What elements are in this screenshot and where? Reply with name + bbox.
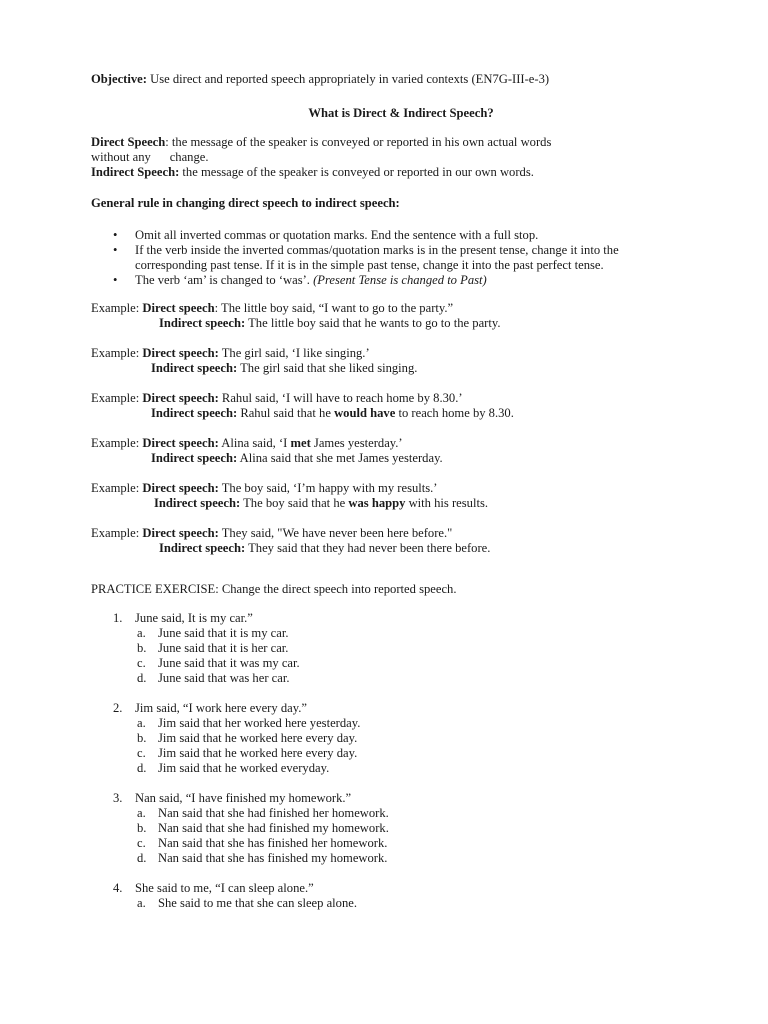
bullet-icon: • <box>113 243 118 257</box>
question-line <box>91 791 691 806</box>
indirect-speech-label: Indirect speech: <box>159 541 246 555</box>
option-text: She said to me that she can sleep alone. <box>158 896 357 910</box>
indirect-speech-label: Indirect Speech: <box>91 165 180 179</box>
indirect-speech-text: The boy said that he <box>240 496 349 510</box>
question-text: Jim said, “I work here every day.” <box>135 701 307 715</box>
rule-italic-text: (Present Tense is changed to Past) <box>313 273 487 287</box>
question-line <box>91 611 691 626</box>
rule-item <box>91 273 665 288</box>
option-letter: d. <box>137 851 147 865</box>
objective-line <box>91 72 691 87</box>
example-prefix: Example: <box>91 346 143 360</box>
option-letter: d. <box>137 671 147 685</box>
option-text: June said that it is her car. <box>158 641 289 655</box>
direct-speech-emphasis: met <box>290 436 311 450</box>
examples-section <box>91 301 691 556</box>
direct-speech-text-end: James yesterday.’ <box>310 436 403 450</box>
objective-text: Use direct and reported speech appropriately in varied contexts (EN7G-III-e-3) <box>146 72 550 86</box>
question-text: June said, It is my car.” <box>135 611 253 625</box>
example-indirect-line <box>91 316 691 331</box>
option-text: Jim said that he worked here every day. <box>158 731 358 745</box>
example-prefix: Example: <box>91 391 143 405</box>
option-text: Jim said that her worked here yesterday. <box>158 716 361 730</box>
example-direct-line <box>91 436 691 451</box>
indirect-speech-emphasis: would have <box>334 406 396 420</box>
direct-speech-label: Direct speech: <box>142 436 219 450</box>
example-prefix: Example: <box>91 526 143 540</box>
direct-speech-label: Direct speech: <box>142 481 219 495</box>
example-indirect-line <box>91 406 691 421</box>
example-block <box>91 481 691 511</box>
question-number: 3. <box>113 791 123 805</box>
direct-speech-text: The girl said, ‘I like singing.’ <box>218 346 370 360</box>
question-number: 4. <box>113 881 123 895</box>
answer-option <box>91 716 691 731</box>
option-text: Nan said that she has finished my homework. <box>158 851 388 865</box>
answer-option <box>91 626 691 641</box>
indirect-speech-label: Indirect speech: <box>151 451 238 465</box>
rule-heading: General rule in changing direct speech to indirect speech: <box>91 196 400 210</box>
direct-speech-label: Direct Speech <box>91 135 166 149</box>
example-indirect-line <box>91 496 691 511</box>
direct-speech-label: Direct speech: <box>142 391 219 405</box>
option-letter: c. <box>137 746 146 760</box>
answer-option <box>91 836 691 851</box>
indirect-speech-text: They said that they had never been there before. <box>245 541 491 555</box>
rules-list <box>91 228 691 288</box>
objective-label: Objective: <box>91 72 147 86</box>
indirect-speech-label: Indirect speech: <box>159 316 246 330</box>
indirect-speech-label: Indirect speech: <box>151 406 238 420</box>
option-text: Nan said that she had finished my homework. <box>158 821 389 835</box>
option-letter: d. <box>137 761 147 775</box>
example-direct-line <box>91 391 691 406</box>
example-prefix: Example: <box>91 436 143 450</box>
bullet-icon: • <box>113 273 118 287</box>
answer-option <box>91 806 691 821</box>
direct-speech-label: Direct speech: <box>142 346 219 360</box>
indirect-speech-emphasis: was happy <box>348 496 406 510</box>
indirect-speech-text: Rahul said that he <box>237 406 335 420</box>
rule-item <box>91 228 665 243</box>
question-number: 1. <box>113 611 123 625</box>
option-text: Nan said that she had finished her homework. <box>158 806 389 820</box>
direct-definition-line-1 <box>91 135 691 150</box>
direct-speech-text: The boy said, ‘I’m happy with my results.’ <box>218 481 438 495</box>
direct-speech-label: Direct speech: <box>142 526 219 540</box>
example-block <box>91 391 691 421</box>
indirect-speech-text: the message of the speaker is conveyed or reported in our own words. <box>179 165 534 179</box>
example-indirect-line <box>91 451 691 466</box>
indirect-speech-text-end: with his results. <box>405 496 488 510</box>
answer-option <box>91 731 691 746</box>
indirect-speech-text: Alina said that she met James yesterday. <box>237 451 443 465</box>
indirect-speech-label: Indirect speech: <box>151 361 238 375</box>
answer-option <box>91 851 691 866</box>
example-prefix: Example: <box>91 481 143 495</box>
rule-text: The verb ‘am’ is changed to ‘was’. <box>135 273 314 287</box>
example-direct-line <box>91 526 691 541</box>
option-text: Nan said that she has finished her homework. <box>158 836 388 850</box>
direct-speech-text: Alina said, ‘I <box>218 436 291 450</box>
answer-option <box>91 641 691 656</box>
rule-item <box>91 243 665 273</box>
rule-text: Omit all inverted commas or quotation marks. End the sentence with a full stop. <box>135 228 539 242</box>
direct-speech-text: They said, "We have never been here before." <box>218 526 453 540</box>
option-text: Jim said that he worked here every day. <box>158 746 358 760</box>
question-text: She said to me, “I can sleep alone.” <box>135 881 314 895</box>
example-direct-line <box>91 346 691 361</box>
option-letter: b. <box>137 731 147 745</box>
option-text: June said that was her car. <box>158 671 290 685</box>
question-number: 2. <box>113 701 123 715</box>
question-block <box>91 881 691 911</box>
question-line <box>91 701 691 716</box>
example-block <box>91 346 691 376</box>
direct-speech-text: : The little boy said, “I want to go to the party.” <box>214 301 454 315</box>
option-letter: a. <box>137 626 146 640</box>
example-block <box>91 436 691 466</box>
direct-speech-text: : the message of the speaker is conveyed or reported in his own actual words <box>165 135 552 149</box>
option-letter: a. <box>137 896 146 910</box>
option-letter: b. <box>137 821 147 835</box>
option-letter: c. <box>137 836 146 850</box>
question-block <box>91 611 691 686</box>
indirect-speech-text-end: to reach home by 8.30. <box>395 406 514 420</box>
option-text: June said that it is my car. <box>158 626 289 640</box>
example-direct-line <box>91 481 691 496</box>
answer-option <box>91 671 691 686</box>
example-indirect-line <box>91 361 691 376</box>
example-block <box>91 301 691 331</box>
question-text: Nan said, “I have finished my homework.” <box>135 791 352 805</box>
indirect-speech-text: The little boy said that he wants to go to the party. <box>245 316 501 330</box>
direct-speech-label: Direct speech <box>142 301 215 315</box>
definitions <box>91 135 691 180</box>
answer-option <box>91 656 691 671</box>
answer-option <box>91 896 691 911</box>
example-indirect-line <box>91 541 691 556</box>
question-block <box>91 791 691 866</box>
answer-option <box>91 746 691 761</box>
option-letter: a. <box>137 716 146 730</box>
question-block <box>91 701 691 776</box>
option-text: June said that it was my car. <box>158 656 300 670</box>
page-title: What is Direct & Indirect Speech? <box>308 106 494 120</box>
indirect-speech-text: The girl said that she liked singing. <box>237 361 418 375</box>
direct-speech-text: Rahul said, ‘I will have to reach home by 8.30.’ <box>218 391 463 405</box>
example-block <box>91 526 691 556</box>
direct-definition-line-2: without any change. <box>91 150 209 164</box>
option-letter: b. <box>137 641 147 655</box>
answer-option <box>91 761 691 776</box>
option-text: Jim said that he worked everyday. <box>158 761 330 775</box>
rule-text: If the verb inside the inverted commas/quotation marks is in the present tense, change it into the corresponding past tense. If it is in the simple past tense, change it into the past perfect tense. <box>135 243 619 272</box>
example-direct-line <box>91 301 691 316</box>
practice-questions <box>91 611 691 911</box>
indirect-definition-line <box>91 165 691 180</box>
bullet-icon: • <box>113 228 118 242</box>
indirect-speech-label: Indirect speech: <box>154 496 241 510</box>
example-prefix: Example: <box>91 301 143 315</box>
answer-option <box>91 821 691 836</box>
document-page <box>91 72 691 911</box>
question-line <box>91 881 691 896</box>
option-letter: c. <box>137 656 146 670</box>
practice-heading: PRACTICE EXERCISE: Change the direct speech into reported speech. <box>91 582 457 596</box>
option-letter: a. <box>137 806 146 820</box>
